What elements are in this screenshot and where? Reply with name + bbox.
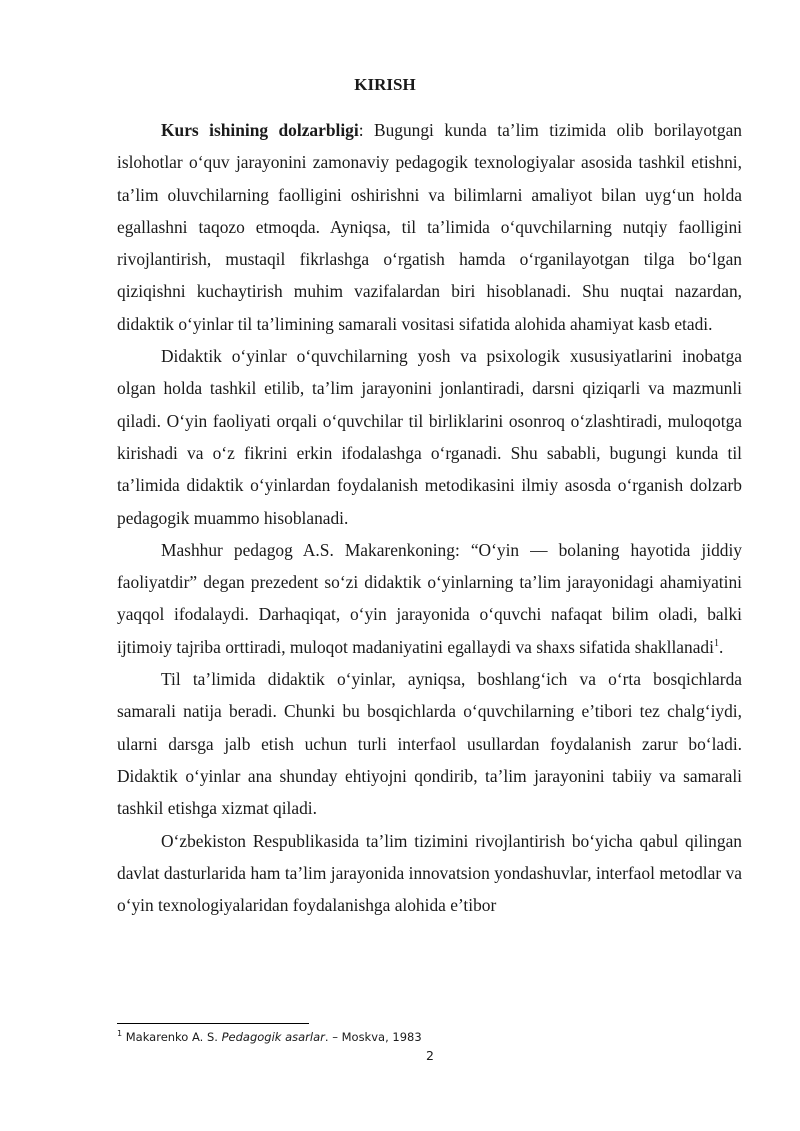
footnote-reference: 1 (713, 637, 719, 649)
paragraph-makarenko (117, 534, 742, 663)
footnote-separator (117, 1023, 309, 1024)
relevance-lead: Kurs ishining dolzarbligi (161, 120, 359, 140)
footnote (117, 1030, 422, 1044)
paragraph-didactic-games: Didaktik o‘yinlar o‘quvchilarning yosh va psixologik xususiyatlarini inobatga olgan holda tashkil etilib, ta’lim jarayonini jonlantiradi, darsni qiziqarli va mazmunli qiladi. O‘yin faoliyati orqali o‘quvchilar til birliklarini osonroq o‘zlashtiradi, muloqotga kirishadi va o‘z fikrini erkin ifodalashga o‘rganadi. Shu sababli, bugungi kunda til ta’limida didaktik o‘yinlardan foydalanish metodikasini ilmiy asosda o‘rganish dolzarb pedagogik muammo hisoblanadi. (117, 346, 742, 528)
footnote-title: Pedagogik asarlar (221, 1030, 325, 1044)
relevance-text: : Bugungi kunda ta’lim tizimida olib borilayotgan islohotlar o‘quv jarayonini zamonaviy pedagogik texnologiyalar asosida tashkil etishni, ta’lim oluvchilarning faolligini oshirishni va bilimlarni amaliyot bilan uyg‘un holda egallashni taqozo etmoqda. Ayniqsa, til ta’limida o‘quvchilarning nutqiy faolligini rivojlantirish, mustaqil fikrlashga o‘rgatish hamda o‘rganilayotgan tilga bo‘lgan qiziqishni kuchaytirish muhim vazifalardan biri hisoblanadi. Shu nuqtai nazardan, didaktik o‘yinlar til ta’limining samarali vositasi sifatida alohida ahamiyat kasb etadi. (117, 120, 742, 334)
section-heading: KIRISH (354, 75, 416, 94)
page-number: 2 (426, 1048, 434, 1063)
paragraph-uzbekistan: O‘zbekiston Respublikasida ta’lim tizimini rivojlantirish bo‘yicha qabul qilingan davlat dasturlarida ham ta’lim jarayonida innovatsion yondashuvlar, interfaol metodlar va o‘yin texnologiyalaridan foydalanishga alohida e’tibor (117, 830, 742, 916)
footnote-rest: . – Moskva, 1983 (324, 1030, 422, 1044)
makarenko-text: Mashhur pedagog A.S. Makarenkoning: “O‘yin — bolaning hayotida jiddiy faoliyatdir” degan prezedent so‘zi didaktik o‘yinlarning ta’lim jarayonidagi ahamiyatini yaqqol ifodalaydi. Darhaqiqat, o‘yin jarayonida o‘quvchi nafaqat bilim oladi, balki ijtimoiy tajriba orttiradi, muloqot madaniyatini egallaydi va shaxs sifatida shakllanadi (117, 539, 742, 657)
makarenko-end: . (718, 636, 724, 657)
body-text (117, 114, 742, 921)
paragraph-stages: Til ta’limida didaktik o‘yinlar, ayniqsa, boshlang‘ich va o‘rta bosqichlarda samarali natija beradi. Chunki bu bosqichlarda o‘quvchilarning e’tibori tez chalg‘iydi, ularni darsga jalb etish uchun turli interfaol usullardan foydalanish zarur bo‘ladi. Didaktik o‘yinlar ana shunday ehtiyojni qondirib, ta’lim jarayonini tabiiy va samarali tashkil etishga xizmat qiladi. (117, 669, 742, 819)
footnote-author: Makarenko A. S. (122, 1030, 222, 1044)
footnote-marker: 1 (117, 1029, 123, 1039)
paragraph-relevance (117, 114, 742, 340)
